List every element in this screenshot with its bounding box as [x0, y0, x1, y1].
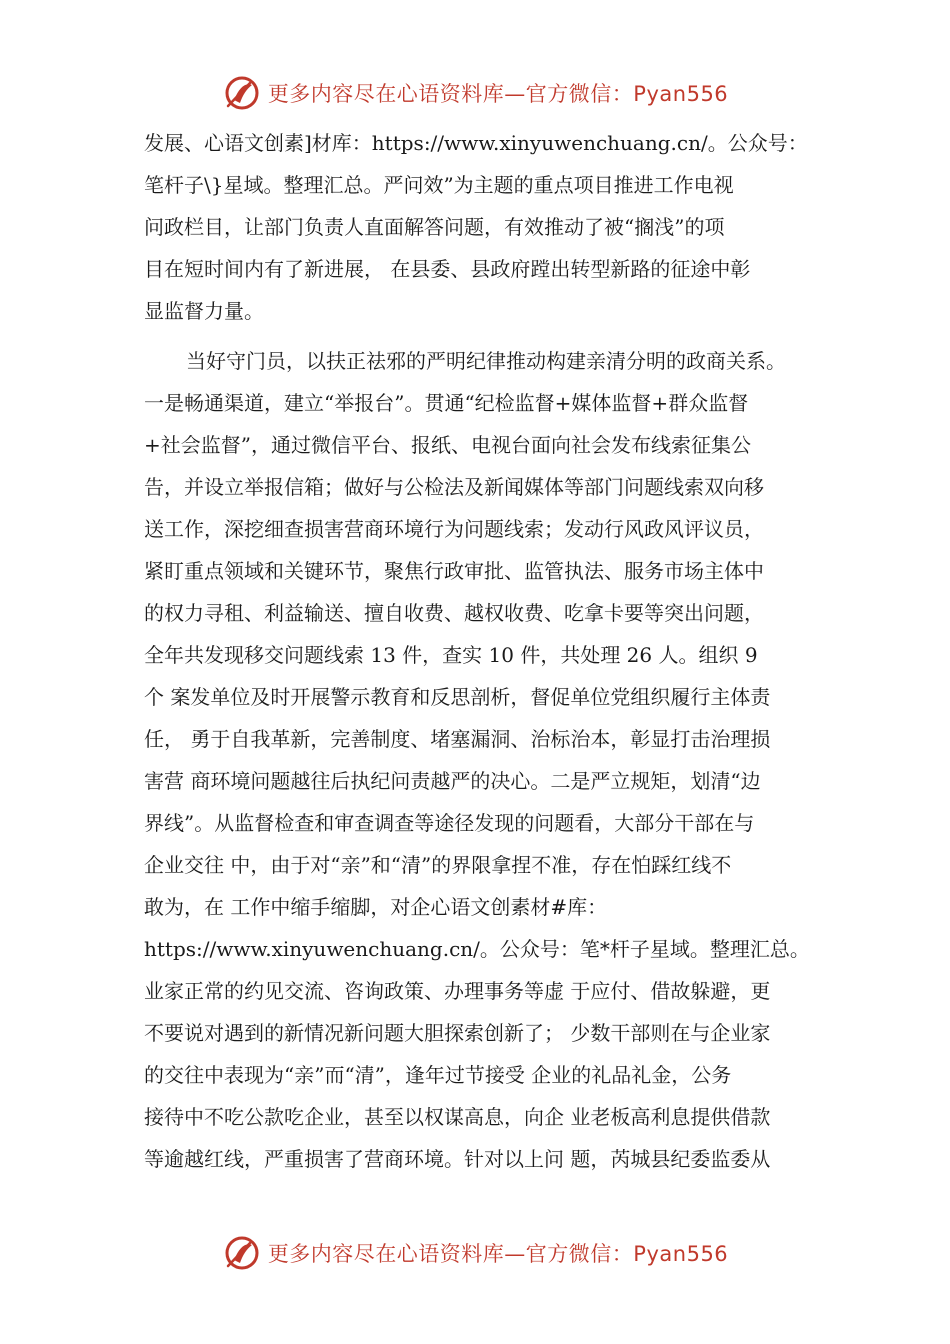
text-line: 问政栏目，让部门负责人直面解答问题，有效推动了被“搁浅”的项 — [144, 215, 725, 239]
paragraph-2 — [144, 340, 826, 1222]
text-line: 业家正常的约见交流、咨询政策、办理事务等虚 于应付、借故躲避，更 — [144, 979, 771, 1003]
header-banner — [0, 68, 950, 118]
text-line: 的权力寻租、利益输送、擅自收费、越权收费、吃拿卡要等突出问题， — [144, 601, 764, 625]
text-line: 一是畅通渠道，建立“举报台”。贯通“纪检监督+媒体监督+群众监督 — [144, 391, 749, 415]
banner-text: 更多内容尽在心语资料库—官方微信：Pyan556 — [267, 1242, 729, 1266]
paragraph-1 — [144, 122, 826, 332]
text-line: 界线”。从监督检查和审查调查等途径发现的问题看，大部分干部在与 — [144, 811, 755, 835]
text-line: https://www.xinyuwenchuang.cn/。公众号：笔*杆子星域。整理汇总。 — [144, 937, 810, 961]
text-line: 的交往中表现为“亲”而“清”，逢年过节接受 企业的礼品礼金，公务 — [144, 1063, 732, 1087]
text-line: 接待中不吃公款吃企业，甚至以权谋高息，向企 业老板高利息提供借款 — [144, 1105, 771, 1129]
text-line: 紧盯重点领域和关键环节，聚焦行政审批、监管执法、服务市场主体中 — [144, 559, 764, 583]
text-line — [144, 1180, 826, 1222]
text-line: 显监督力量。 — [144, 299, 264, 323]
text-line: 敢为，在 工作中缩手缩脚，对企心语文创素材#库： — [144, 895, 608, 919]
text-line: 任， 勇于自我革新，完善制度、堵塞漏洞、治标治本，彰显打击治理损 — [144, 727, 771, 751]
text-line: +社会监督”，通过微信平台、报纸、电视台面向社会发布线索征集公 — [144, 433, 751, 457]
footer-banner — [0, 1228, 950, 1278]
text-line: 当好守门员，以扶正祛邪的严明纪律推动构建亲清分明的政商关系。 — [186, 349, 786, 373]
text-line: 全年共发现移交问题线索 13 件，查实 10 件，共处理 26 人。组织 9 — [144, 643, 758, 667]
brand-logo-icon — [222, 1233, 262, 1273]
text-line: 个 案发单位及时开展警示教育和反思剖析，督促单位党组织履行主体责 — [144, 685, 771, 709]
text-line: 发展、心语文创素]材库：https://www.xinyuwenchuang.cn/。公众号： — [144, 131, 808, 155]
document-body — [144, 122, 826, 1222]
text-line: 送工作，深挖细查损害营商环境行为问题线索；发动行风政风评议员， — [144, 517, 764, 541]
text-line: 企业交往 中，由于对“亲”和“清”的界限拿捏不准，存在怕踩红线不 — [144, 853, 732, 877]
banner-text: 更多内容尽在心语资料库—官方微信：Pyan556 — [267, 82, 729, 106]
text-line: 笔杆子\}星域。整理汇总。严问效”为主题的重点项目推进工作电视 — [144, 173, 734, 197]
text-line: 目在短时间内有了新进展， 在县委、县政府蹚出转型新路的征途中彰 — [144, 257, 751, 281]
text-line: 不要说对遇到的新情况新问题大胆探索创新了； 少数干部则在与企业家 — [144, 1021, 771, 1045]
text-line: 害营 商环境问题越往后执纪问责越严的决心。二是严立规矩，划清“边 — [144, 769, 761, 793]
text-line: 告，并设立举报信箱；做好与公检法及新闻媒体等部门问题线索双向移 — [144, 475, 764, 499]
brand-logo-icon — [222, 73, 262, 113]
text-line: 等逾越红线，严重损害了营商环境。针对以上问 题，芮城县纪委监委从 — [144, 1147, 771, 1171]
